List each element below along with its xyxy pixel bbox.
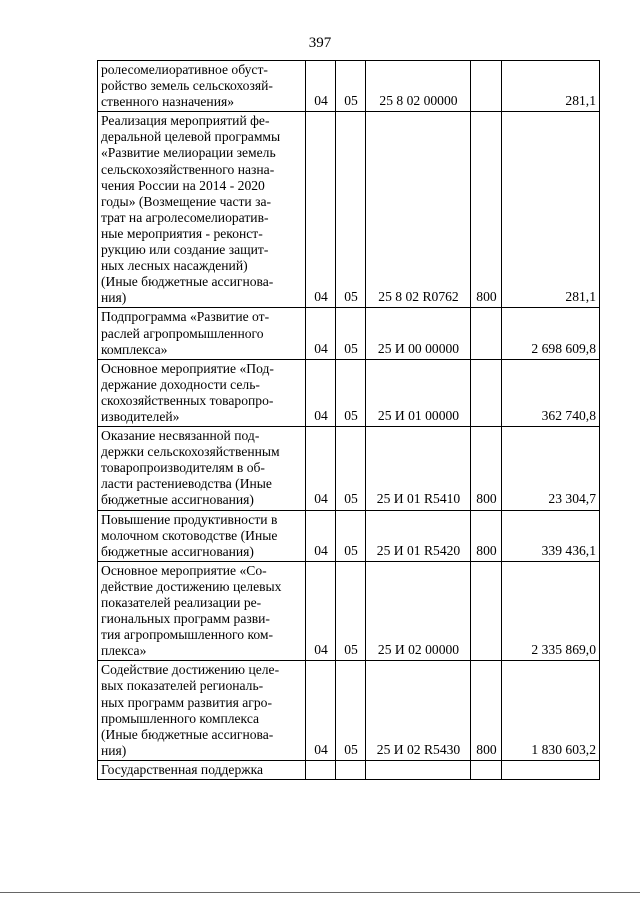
amount-cell: 281,1 (502, 112, 600, 308)
row-name-cell: Содействие достижению целе- вых показателей региональ- ных программ развития агро- промышленного комплекса (Иные бюджетные ассигнова- ния) (98, 661, 306, 761)
section-code-cell: 04 (306, 359, 336, 426)
target-article-cell: 25 И 01 R5410 (366, 427, 471, 510)
section-code-cell: 04 (306, 308, 336, 359)
subsection-code-cell: 05 (336, 359, 366, 426)
amount-cell: 2 698 609,8 (502, 308, 600, 359)
table-row (98, 561, 600, 661)
subsection-code-cell: 05 (336, 661, 366, 761)
section-code-cell: 04 (306, 61, 336, 112)
row-name-cell: ролесомелиоративное обуст- ройство земель сельскохозяй- ственного назначения» (98, 61, 306, 112)
expense-type-cell: 800 (471, 510, 502, 561)
row-name-cell: Оказание несвязанной под- держки сельскохозяйственным товаропроизводителям в об- ласти растениеводства (Иные бюджетные ассигнования) (98, 427, 306, 510)
subsection-code-cell: 05 (336, 510, 366, 561)
amount-cell: 362 740,8 (502, 359, 600, 426)
table-row (98, 308, 600, 359)
table-row (98, 112, 600, 308)
target-article-cell: 25 И 02 00000 (366, 561, 471, 661)
target-article-cell: 25 И 01 R5420 (366, 510, 471, 561)
subsection-code-cell: 05 (336, 308, 366, 359)
section-code-cell (306, 760, 336, 779)
expense-type-cell (471, 359, 502, 426)
table-row (98, 427, 600, 510)
section-code-cell: 04 (306, 427, 336, 510)
expense-type-cell (471, 561, 502, 661)
amount-cell (502, 760, 600, 779)
expense-type-cell (471, 308, 502, 359)
expense-type-cell: 800 (471, 661, 502, 761)
section-code-cell: 04 (306, 510, 336, 561)
row-name-cell: Государственная поддержка (98, 760, 306, 779)
expense-type-cell: 800 (471, 112, 502, 308)
amount-cell: 1 830 603,2 (502, 661, 600, 761)
table-row (98, 760, 600, 779)
subsection-code-cell: 05 (336, 61, 366, 112)
row-name-cell: Основное мероприятие «Со- действие достижению целевых показателей реализации ре- гиональных программ разви- тия агропромышленного ком- плекса» (98, 561, 306, 661)
target-article-cell: 25 И 02 R5430 (366, 661, 471, 761)
target-article-cell (366, 760, 471, 779)
amount-cell: 23 304,7 (502, 427, 600, 510)
amount-cell: 339 436,1 (502, 510, 600, 561)
page-number: 397 (308, 35, 332, 51)
target-article-cell: 25 И 01 00000 (366, 359, 471, 426)
subsection-code-cell: 05 (336, 561, 366, 661)
subsection-code-cell (336, 760, 366, 779)
budget-table (97, 60, 600, 780)
target-article-cell: 25 8 02 00000 (366, 61, 471, 112)
row-name-cell: Повышение продуктивности в молочном скотоводстве (Иные бюджетные ассигнования) (98, 510, 306, 561)
subsection-code-cell: 05 (336, 112, 366, 308)
amount-cell: 2 335 869,0 (502, 561, 600, 661)
table-row (98, 61, 600, 112)
table-row (98, 661, 600, 761)
row-name-cell: Реализация мероприятий фе- деральной целевой программы «Развитие мелиорации земель сельскохозяйственного назна- чения России на 2014 - 2020 годы» (Возмещение части за- трат на агролесомелиоратив- ные мероприятия - реконст- рукцию или создание защит- ных лесных насаждений) (Иные бюджетные ассигнова- ния) (98, 112, 306, 308)
row-name-cell: Основное мероприятие «Под- держание доходности сель- скохозяйственных товаропро- изводителей» (98, 359, 306, 426)
table-row (98, 510, 600, 561)
section-code-cell: 04 (306, 661, 336, 761)
bottom-divider (0, 892, 640, 893)
section-code-cell: 04 (306, 561, 336, 661)
row-name-cell: Подпрограмма «Развитие от- раслей агропромышленного комплекса» (98, 308, 306, 359)
amount-cell: 281,1 (502, 61, 600, 112)
section-code-cell: 04 (306, 112, 336, 308)
target-article-cell: 25 8 02 R0762 (366, 112, 471, 308)
expense-type-cell (471, 61, 502, 112)
table-row (98, 359, 600, 426)
expense-type-cell (471, 760, 502, 779)
target-article-cell: 25 И 00 00000 (366, 308, 471, 359)
subsection-code-cell: 05 (336, 427, 366, 510)
expense-type-cell: 800 (471, 427, 502, 510)
